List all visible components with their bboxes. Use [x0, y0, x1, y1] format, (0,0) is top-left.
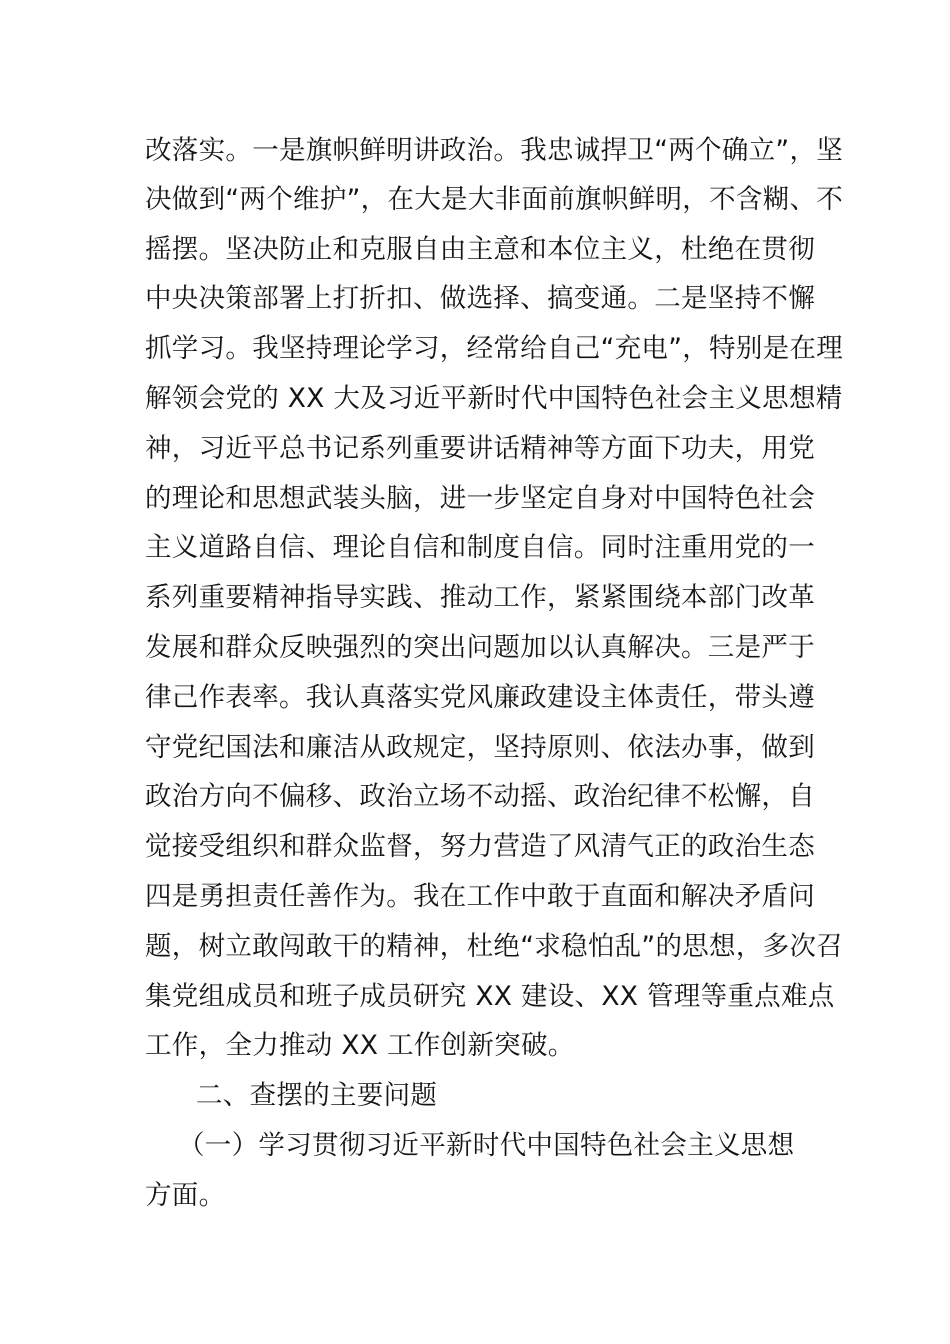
- body-text-line: 中央决策部署上打折扣、做选择、搞变通。二是坚持不懈: [145, 283, 815, 314]
- body-text-line: 工作，全力推动 XX 工作创新突破。: [145, 1030, 575, 1061]
- body-text-line: 改落实。一是旗帜鲜明讲政治。我忠诚捍卫“两个确立”，坚: [145, 135, 844, 166]
- body-text-line: 发展和群众反映强烈的突出问题加以认真解决。三是严于: [145, 632, 815, 663]
- body-text-line: 觉接受组织和群众监督，努力营造了风清气正的政治生态: [145, 831, 815, 862]
- body-text-line: 抓学习。我坚持理论学习，经常给自己“充电”，特别是在理: [145, 333, 844, 364]
- body-text-line: 政治方向不偏移、政治立场不动摇、政治纪律不松懈，自: [145, 781, 815, 812]
- body-text-line: 神，习近平总书记系列重要讲话精神等方面下功夫，用党: [145, 433, 815, 464]
- body-text-line: 集党组成员和班子成员研究 XX 建设、XX 管理等重点难点: [145, 981, 835, 1012]
- body-text-line: 的理论和思想武装头脑，进一步坚定自身对中国特色社会: [145, 483, 815, 514]
- body-text-line: 律己作表率。我认真落实党风廉政建设主体责任，带头遵: [145, 682, 815, 713]
- body-text-line: 系列重要精神指导实践、推动工作，紧紧围绕本部门改革: [145, 582, 815, 613]
- body-text-line: 题，树立敢闯敢干的精神，杜绝“求稳怕乱”的思想，多次召: [145, 931, 844, 962]
- body-text-line: 四是勇担责任善作为。我在工作中敢于直面和解决矛盾问: [145, 881, 815, 912]
- body-text-line: 摇摆。坚决防止和克服自由主意和本位主义，杜绝在贯彻: [145, 234, 815, 265]
- subsection-heading: （一）学习贯彻习近平新时代中国特色社会主义思想: [178, 1130, 795, 1161]
- body-text-line: 决做到“两个维护”，在大是大非面前旗帜鲜明，不含糊、不: [145, 184, 844, 215]
- section-heading: 二、查摆的主要问题: [196, 1080, 438, 1111]
- body-text-line: 主义道路自信、理论自信和制度自信。同时注重用党的一: [145, 532, 815, 563]
- body-text-line: 解领会党的 XX 大及习近平新时代中国特色社会主义思想精: [145, 383, 843, 414]
- subsection-heading-continuation: 方面。: [145, 1180, 226, 1211]
- body-text-line: 守党纪国法和廉洁从政规定，坚持原则、依法办事，做到: [145, 732, 815, 763]
